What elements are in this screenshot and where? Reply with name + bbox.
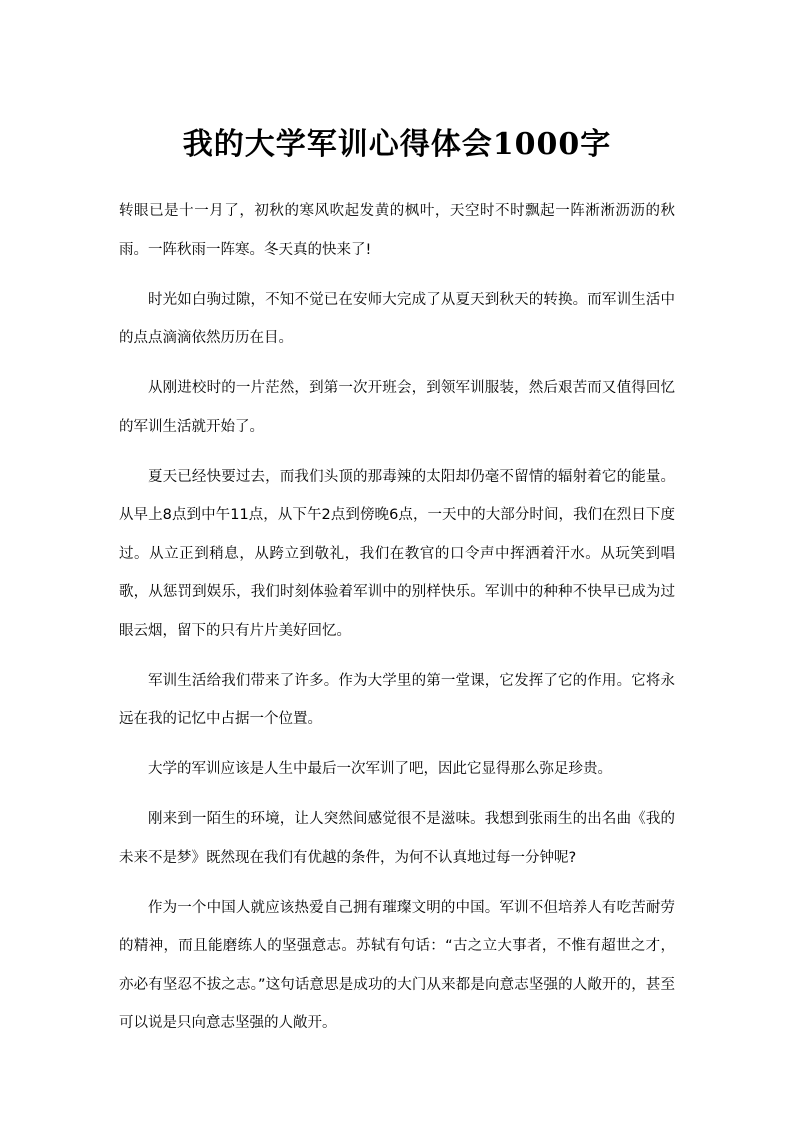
document-title: 我的大学军训心得体会1000字	[182, 127, 612, 162]
paragraph-1: 转眼已是十一月了，初秋的寒风吹起发黄的枫叶，天空时不时飘起一阵淅淅沥沥的秋雨。一阵秋雨一阵寒。冬天真的快来了!	[119, 203, 675, 258]
paragraph-4: 夏天已经快要过去，而我们头顶的那毒辣的太阳却仍毫不留情的辐射着它的能量。从早上8点到中午11点，从下午2点到傍晚6点，一天中的大部分时间，我们在烈日下度过。从立正到稍息，从跨立到敬礼，我们在教官的口令声中挥洒着汗水。从玩笑到唱歌，从惩罚到娱乐，我们时刻体验着军训中的别样快乐。军训中的种种不快早已成为过眼云烟，留下的只有片片美好回忆。	[119, 468, 675, 639]
paragraph-6: 大学的军训应该是人生中最后一次军训了吧，因此它显得那么弥足珍贵。	[148, 761, 612, 777]
paragraph-5: 军训生活给我们带来了许多。作为大学里的第一堂课，它发挥了它的作用。它将永远在我的记忆中占据一个位置。	[119, 672, 675, 727]
paragraph-2: 时光如白驹过隙，不知不觉已在安师大完成了从夏天到秋天的转换。而军训生活中的点点滴滴依然历历在目。	[119, 291, 675, 346]
paragraph-8: 作为一个中国人就应该热爱自己拥有璀璨文明的中国。军训不但培养人有吃苦耐劳的精神，而且能磨练人的坚强意志。苏轼有句话：“古之立大事者，不惟有超世之才，亦必有坚忍不拔之志。”这句话意思是成功的大门从来都是向意志坚强的人敞开的，甚至可以说是只向意志坚强的人敞开。	[119, 899, 675, 1031]
paragraph-7: 刚来到一陌生的环境，让人突然间感觉很不是滋味。我想到张雨生的出名曲《我的未来不是梦》既然现在我们有优越的条件，为何不认真地过每一分钟呢?	[119, 811, 675, 866]
paragraph-3: 从刚进校时的一片茫然，到第一次开班会，到领军训服装，然后艰苦而又值得回忆的军训生活就开始了。	[119, 380, 675, 435]
document-body	[119, 192, 675, 1054]
